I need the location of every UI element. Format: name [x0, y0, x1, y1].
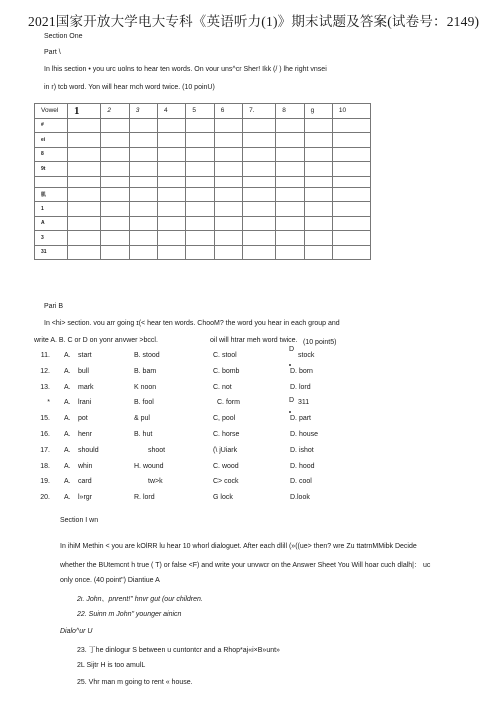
row-label: 9t: [35, 162, 68, 177]
part-a-instruction-line1: In lhis section • you urc uolns to hear ten words. On vour uns^cr Sher! Ikk (/ ) lhe right vnsei: [44, 66, 327, 73]
part-b-heading: Pari B: [44, 303, 64, 310]
choice-n: *: [47, 399, 50, 407]
choice-a: A.: [64, 383, 71, 391]
part-a-instruction-line2: in r) tcb word. Yon will hear rnch word twice. (10 poinU): [44, 84, 215, 91]
option-d-label-14: D: [289, 397, 295, 404]
choice-w3: C. stool: [213, 352, 237, 359]
choice-w1: l»rgr: [78, 494, 93, 502]
row-label: ei: [35, 133, 68, 148]
table-row: [35, 187, 371, 202]
header-num-10: 10: [332, 104, 370, 119]
section-one-heading: Section One: [44, 33, 83, 40]
choice-w3: C. horse: [213, 431, 240, 438]
choice-d: D. born: [290, 367, 313, 375]
choice-w3: C. not: [213, 383, 232, 391]
part-b-instruction-line2b: oil will htrar meh word twice.: [210, 337, 298, 344]
choice-w2: B. hut: [134, 431, 153, 438]
choice-n: 19.: [40, 478, 50, 486]
section-two-instruction-line1: In ihiM Methin < you are kOlRR lu hear 10 whorl dialoguet. After each dlill (»((ue> then? wre Zu ttatrnMMibk Decide: [60, 543, 417, 550]
ink-dot: [289, 364, 291, 366]
dialogue-b-heading: Dialo^ur U: [60, 628, 93, 635]
choice-n: 20.: [40, 494, 50, 502]
choice-n: 12.: [40, 367, 50, 375]
choice-d: D. house: [290, 431, 319, 438]
table-row: [35, 216, 371, 231]
table-row: [35, 162, 371, 177]
choice-a: A.: [64, 415, 71, 423]
choice-w3: C, pool: [213, 415, 236, 423]
choice-w1: should: [78, 446, 99, 454]
choice-w3: C. bomb: [213, 367, 240, 375]
document-title: 2021国家开放大学电大专科《英语听力(1)》期末试题及答案(试卷号：2149): [28, 14, 480, 29]
choice-w2: B. fool: [134, 399, 154, 407]
ink-dot: [289, 411, 291, 413]
choice-w3: G lock: [213, 494, 233, 502]
table-row: [35, 118, 371, 133]
header-num-4: 4: [158, 104, 186, 119]
choice-w2: H. wound: [134, 462, 164, 470]
choice-w1: lrani: [78, 399, 92, 407]
part-b-instruction-points: (10 point5): [303, 339, 337, 346]
option-d-label-11: D: [289, 346, 295, 353]
choice-d: D. lord: [290, 383, 311, 391]
choice-a: A.: [64, 367, 71, 375]
choice-w2: tw>k: [148, 478, 163, 486]
table-row: [35, 133, 371, 148]
choice-a: A.: [64, 462, 71, 470]
table-row: [35, 147, 371, 162]
choice-w2: B. bam: [134, 367, 157, 375]
header-num-6: 6: [214, 104, 242, 119]
choice-n: 18.: [40, 462, 50, 470]
table-row: [35, 176, 371, 187]
choice-a: A.: [64, 431, 71, 438]
choice-w1: card: [78, 478, 92, 486]
choice-w1: whin: [78, 462, 93, 470]
header-num-9: g: [304, 104, 332, 119]
row-label: A: [35, 216, 68, 231]
row-label: 3: [35, 231, 68, 246]
choice-d: D.look: [290, 494, 310, 502]
statement-25: 25. Vhr man m going to rent « house.: [77, 679, 193, 686]
choice-w3: (\ jUiark: [213, 446, 238, 454]
vowel-answer-table: [34, 103, 371, 260]
choice-w1: start: [78, 352, 92, 359]
choice-d: D. cool: [290, 478, 312, 486]
header-num-7: 7.: [243, 104, 276, 119]
header-num-2: 2: [101, 104, 129, 119]
header-num-5: 5: [186, 104, 214, 119]
statement-23: 23. 丁he dinlogur S between u cuntontcr and a Rhop*aj«i×B»unt»: [77, 647, 280, 654]
vowel-header-cell: Vowel: [35, 104, 68, 119]
choice-d: 311: [298, 399, 310, 407]
choice-a: A.: [64, 399, 71, 407]
choice-w1: bull: [78, 367, 89, 375]
choice-n: 13.: [40, 383, 50, 391]
choice-a: A.: [64, 494, 71, 502]
section-two-instruction-line3: only once. (40 point") Diantiue A: [60, 577, 160, 584]
statement-21: 2ι. John、pnrent!" hnvr gut (our children.: [77, 596, 203, 603]
row-label: 8: [35, 147, 68, 162]
table-row: [35, 202, 371, 217]
choice-n: 15.: [40, 415, 50, 423]
choice-w2: R. lord: [134, 494, 155, 502]
statement-22: 22. Suinn m John" younger ainicn: [77, 611, 182, 618]
part-b-instruction-line2a: write A. B. C or D on yonr anvwer >bccl.: [34, 337, 158, 344]
choice-d: D. part: [290, 415, 312, 423]
row-label: 1: [35, 202, 68, 217]
section-two-instruction-line2: whether the BUtemcnt h true ( T) or false <F) and write your unvwcr on the Answer Sheet You Will hoar cuch dlalh|： uc: [60, 562, 431, 569]
part-a-heading: Part \: [44, 49, 61, 56]
choice-d: stock: [298, 352, 315, 359]
choice-w2: K noon: [134, 383, 157, 391]
choice-w3: C> cock: [213, 478, 239, 486]
choice-a: A.: [64, 446, 71, 454]
statement-24: 2L Sijtr H is too amulL: [77, 662, 146, 669]
part-b-instruction-line1: In <hi> section. vou arr going ɪ(< hear ten words. ChooM? the word you hear in each group and: [44, 320, 340, 327]
choice-d: D. hood: [290, 462, 315, 470]
row-label: 肌: [35, 187, 68, 202]
choice-n: 11.: [40, 352, 50, 359]
row-label: 31: [35, 245, 68, 260]
header-num-8: 8: [276, 104, 304, 119]
table-row: [35, 231, 371, 246]
choice-a: A.: [64, 478, 71, 486]
choice-n: 17.: [40, 446, 50, 454]
choice-w1: henr: [78, 431, 93, 438]
choice-w2: shoot: [148, 446, 166, 454]
section-two-heading: Section I wn: [60, 517, 99, 524]
choice-w3: C. wood: [213, 462, 239, 470]
choice-w3: C. form: [217, 399, 240, 407]
choice-n: 16.: [40, 431, 50, 438]
choice-w1: pot: [78, 415, 88, 423]
choice-a: A.: [64, 352, 71, 359]
choice-d: D. ishot: [290, 446, 314, 454]
header-num-3: 3: [129, 104, 157, 119]
row-label: #: [35, 118, 68, 133]
header-num-1: 1: [68, 104, 101, 119]
choice-w2: B. stood: [134, 352, 160, 359]
table-row: [35, 245, 371, 260]
choice-w2: & pul: [134, 415, 150, 423]
choice-w1: mark: [78, 383, 94, 391]
